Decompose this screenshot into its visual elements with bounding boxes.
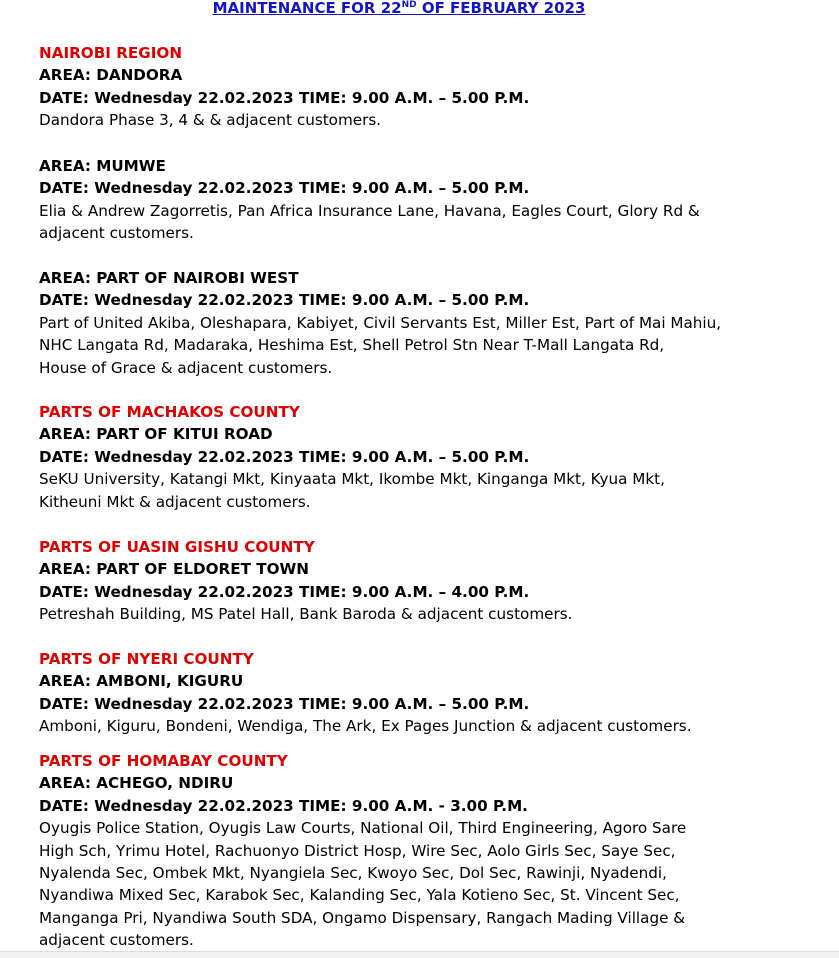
section-nairobi-west	[39, 267, 829, 379]
area-line: AREA: PART OF KITUI ROAD	[39, 425, 273, 444]
description-line: House of Grace & adjacent customers.	[39, 358, 333, 377]
region-heading: NAIROBI REGION	[39, 44, 183, 62]
section-nyeri	[39, 648, 829, 738]
description: Dandora Phase 3, 4 & & adjacent customers.	[39, 111, 382, 130]
description-line: High Sch, Yrimu Hotel, Rachuonyo District Hosp, Wire Sec, Aolo Girls Sec, Saye Sec,	[39, 841, 676, 860]
date-line: DATE: Wednesday 22.02.2023 TIME: 9.00 A.M. – 5.00 P.M.	[39, 88, 530, 107]
description-line: Part of United Akiba, Oleshapara, Kabiyet, Civil Servants Est, Miller Est, Part of Mai Mahiu,	[39, 313, 722, 332]
area-line: AREA: PART OF NAIROBI WEST	[39, 269, 299, 287]
date-line: DATE: Wednesday 22.02.2023 TIME: 9.00 A.M. – 5.00 P.M.	[39, 291, 530, 310]
title-rest: OF FEBRUARY 2023	[416, 0, 586, 17]
date-line: DATE: Wednesday 22.02.2023 TIME: 9.00 A.M. – 4.00 P.M.	[39, 582, 530, 601]
description-line: NHC Langata Rd, Madaraka, Heshima Est, Shell Petrol Stn Near T-Mall Langata Rd,	[39, 336, 665, 355]
description-line: SeKU University, Katangi Mkt, Kinyaata Mkt, Ikombe Mkt, Kinganga Mkt, Kyua Mkt,	[39, 470, 665, 489]
region-heading: PARTS OF HOMABAY COUNTY	[39, 752, 288, 770]
date-line: DATE: Wednesday 22.02.2023 TIME: 9.00 A.M. – 5.00 P.M.	[39, 179, 530, 198]
title-superscript: ND	[401, 0, 417, 10]
page-title	[0, 0, 798, 17]
section-homabay	[39, 750, 829, 952]
area-line: AREA: DANDORA	[39, 66, 183, 85]
area-line: AREA: AMBONI, KIGURU	[39, 672, 244, 691]
date-line: DATE: Wednesday 22.02.2023 TIME: 9.00 A.M. - 3.00 P.M.	[39, 796, 528, 815]
description-line: Oyugis Police Station, Oyugis Law Courts, National Oil, Third Engineering, Agoro Sare	[39, 819, 687, 838]
description-line: Manganga Pri, Nyandiwa South SDA, Ongamo Dispensary, Rangach Mading Village &	[39, 908, 686, 927]
section-nairobi-dandora	[39, 42, 829, 132]
description-line: Nyandiwa Mixed Sec, Karabok Sec, Kalanding Sec, Yala Kotieno Sec, St. Vincent Sec,	[39, 886, 680, 905]
date-line: DATE: Wednesday 22.02.2023 TIME: 9.00 A.M. – 5.00 P.M.	[39, 694, 530, 713]
description-line: adjacent customers.	[39, 224, 194, 243]
section-machakos	[39, 401, 829, 513]
area-line: AREA: PART OF ELDORET TOWN	[39, 560, 309, 579]
description-line: Kitheuni Mkt & adjacent customers.	[39, 492, 311, 511]
area-line: AREA: MUMWE	[39, 157, 166, 175]
region-heading: PARTS OF NYERI COUNTY	[39, 650, 254, 668]
description: Petreshah Building, MS Patel Hall, Bank Baroda & adjacent customers.	[39, 605, 573, 624]
section-mumwe	[39, 155, 829, 245]
region-heading: PARTS OF UASIN GISHU COUNTY	[39, 538, 315, 556]
date-line: DATE: Wednesday 22.02.2023 TIME: 9.00 A.M. – 5.00 P.M.	[39, 447, 530, 466]
description-line: Nyalenda Sec, Ombek Mkt, Nyangiela Sec, Kwoyo Sec, Dol Sec, Rawinji, Nyadendi,	[39, 864, 667, 883]
description-line: adjacent customers.	[39, 931, 194, 950]
section-uasin-gishu	[39, 536, 829, 626]
title-main: MAINTENANCE FOR 22	[212, 0, 402, 17]
description-line: Elia & Andrew Zagorretis, Pan Africa Insurance Lane, Havana, Eagles Court, Glory Rd &	[39, 201, 700, 220]
description: Amboni, Kiguru, Bondeni, Wendiga, The Ark, Ex Pages Junction & adjacent customers.	[39, 717, 692, 736]
area-line: AREA: ACHEGO, NDIRU	[39, 774, 234, 793]
region-heading: PARTS OF MACHAKOS COUNTY	[39, 403, 300, 421]
